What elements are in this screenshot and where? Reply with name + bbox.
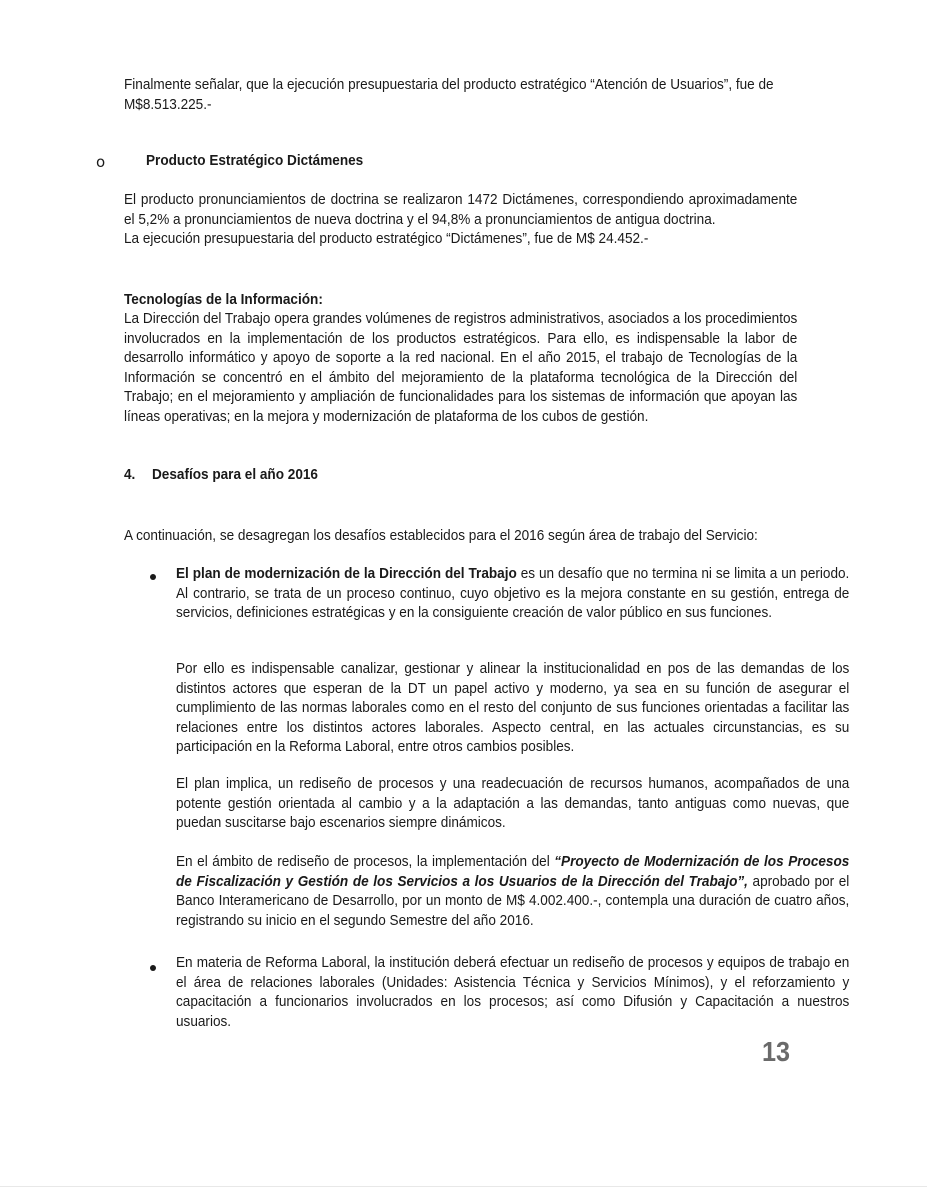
modernization-plan-paragraph-4 [176, 853, 849, 931]
tecnologias-heading: Tecnologías de la Información: [124, 292, 323, 308]
modernization-plan-paragraph-2: Por ello es indispensable canalizar, gestionar y alinear la institucionalidad en pos de las demandas de los distintos actores que esperan de la DT un papel activo y moderno, ya sea en su función de asegurar el cumplimiento de las normas laborales como en el resto del conjunto de sus funciones orientadas a facilitar las relaciones entre los distintos actores laborales. Aspecto central, en las actuales circunstancias, es su participación en la Reforma Laboral, entre otros cambios posibles. [176, 661, 850, 756]
circle-bullet-icon: o [96, 153, 106, 171]
intro-paragraph: Finalmente señalar, que la ejecución presupuestaria del producto estratégico “Atención de Usuarios”, fue de M$8.513.225.- [124, 77, 774, 113]
desafios-intro: A continuación, se desagregan los desafíos establecidos para el 2016 según área de trabajo del Servicio: [124, 528, 758, 544]
dictamenes-budget-paragraph: La ejecución presupuestaria del producto estratégico “Dictámenes”, fue de M$ 24.452.- [124, 231, 649, 247]
project-lead-text: En el ámbito de rediseño de procesos, la implementación del [176, 854, 555, 870]
page-number: 13 [762, 1036, 791, 1067]
project-name: “Proyecto de Modernización de los Procesos de Fiscalización y Gestión de los Servicios a los Usuarios de la Dirección del Trabajo”, [176, 854, 850, 890]
modernization-plan-paragraph [176, 565, 849, 624]
modernization-plan-text: es un desafío que no termina ni se limita a un periodo. Al contrario, se trata de un proceso continuo, cuyo objetivo es la mejora constante en su gestión, entrega de servicios, definiciones estratégicas y en la consiguiente creación de valor público en sus funciones. [176, 566, 850, 622]
scan-artifact-line [0, 1186, 927, 1187]
reforma-laboral-paragraph: En materia de Reforma Laboral, la institución deberá efectuar un rediseño de procesos y equipos de trabajo en el área de relaciones laborales (Unidades: Asistencia Técnica y Servicios Mínimos), y el reforzamiento y capacitación a funcionarios involucrados en los procesos; así como Difusión y Capacitación a nuestros usuarios. [176, 955, 850, 1030]
tecnologias-paragraph: La Dirección del Trabajo opera grandes volúmenes de registros administrativos, asociados a los procedimientos involucrados en la implementación de los productos estratégicos. Para ello, es indispensable la labor de desarrollo informático y apoyo de soporte a la red nacional. En el año 2015, el trabajo de Tecnologías de la Información se concentró en el ámbito del mejoramiento de la plataforma tecnológica de la Dirección del Trabajo; en el mejoramiento y ampliación de funcionalidades para los sistemas de información que apoyan las líneas operativas; en la mejora y modernización de plataforma de los cubos de gestión. [124, 311, 798, 425]
project-rest-text: aprobado por el Banco Interamericano de Desarrollo, por un monto de M$ 4.002.400.-, contempla una duración de cuatro años, registrando su inicio en el segundo Semestre del año 2016. [176, 873, 850, 929]
dictamenes-heading: Producto Estratégico Dictámenes [146, 153, 364, 169]
bullet-dot-icon [150, 574, 156, 580]
bullet-dot-icon [150, 965, 156, 971]
desafios-heading: Desafíos para el año 2016 [152, 467, 318, 483]
dictamenes-paragraph: El producto pronunciamientos de doctrina se realizaron 1472 Dictámenes, correspondiendo aproximadamente el 5,2% a pronunciamientos de nueva doctrina y el 94,8% a pronunciamientos de antigua doctrina. [124, 192, 798, 228]
modernization-plan-paragraph-3: El plan implica, un rediseño de procesos y una readecuación de recursos humanos, acompañados de una potente gestión orientada al cambio y a la adaptación a las demandas, tanto antiguas como nuevas, que puedan suscitarse bajo escenarios siempre dinámicos. [176, 776, 850, 832]
section-number: 4. [124, 467, 136, 483]
modernization-plan-lead: El plan de modernización de la Dirección del Trabajo [176, 566, 517, 582]
